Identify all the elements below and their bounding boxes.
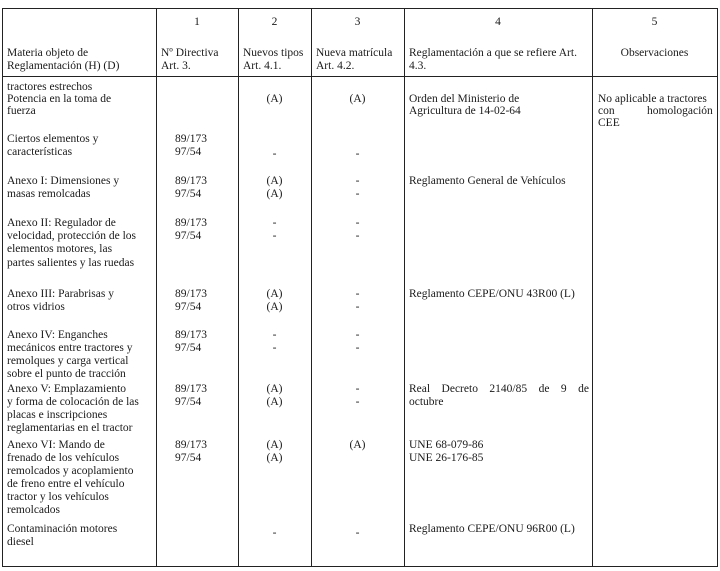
row-directiva-value: 97/54 (175, 342, 202, 354)
row-directiva-value: 89/173 (175, 439, 207, 451)
row-nuevos-tipos-value: - (272, 527, 277, 539)
row-reglamentacion-line: Reglamento General de Vehículos (409, 175, 566, 187)
row-materia-line: mecánicos entre tractores y (7, 342, 133, 354)
row-materia-line: fuerza (7, 105, 36, 117)
header-directiva-line2: Art. 3. (161, 60, 191, 72)
row-materia-line: y forma de colocación de las (7, 396, 139, 408)
row-nuevos-tipos-value: - (272, 217, 277, 229)
column-number-1: 1 (194, 16, 200, 28)
table-border-right (717, 8, 718, 566)
row-nuevos-tipos-value: (A) (266, 439, 283, 451)
row-materia-line: masas remolcadas (7, 188, 91, 200)
row-materia-line: Anexo I: Dimensiones y (7, 175, 120, 187)
row-materia-line: características (7, 146, 73, 158)
row-nuevos-tipos-value: - (272, 329, 277, 341)
row-nueva-matricula-value: - (355, 342, 360, 354)
row-directiva-value: 89/173 (175, 383, 207, 395)
row-directiva-value: 97/54 (175, 188, 202, 200)
row-nueva-matricula-value: - (355, 188, 360, 200)
row-materia-line: elementos motores, las (7, 243, 113, 255)
row-nuevos-tipos-value: (A) (266, 288, 283, 300)
row-nueva-matricula-value: - (355, 396, 360, 408)
header-divider (2, 76, 718, 77)
row-nuevos-tipos-value: (A) (266, 301, 283, 313)
header-materia-line1: Materia objeto de (7, 47, 89, 59)
row-directiva-value: 89/173 (175, 217, 207, 229)
header-observaciones: Observaciones (620, 47, 689, 59)
column-divider-1 (156, 8, 157, 566)
row-materia-line: tractor y los vehículos (7, 491, 109, 503)
row-nuevos-tipos-value: (A) (266, 396, 283, 408)
row-reglamentacion-line: Reglamento CEPE/ONU 96R00 (L) (409, 523, 575, 535)
row-materia-line: Anexo VI: Mando de (7, 439, 105, 451)
row-materia-line: de freno entre el vehículo (7, 478, 125, 490)
header-nueva-matricula-line2: Art. 4.2. (316, 60, 355, 72)
column-number-2: 2 (271, 16, 278, 28)
header-nuevos-tipos-line2: Art. 4.1. (243, 60, 282, 72)
header-nuevos-tipos-line1: Nuevos tipos (243, 47, 304, 59)
row-directiva-value: 97/54 (175, 396, 202, 408)
row-observaciones-line: No aplicable a tractores (598, 93, 707, 105)
row-nueva-matricula-value: - (355, 527, 360, 539)
row-materia-line: Contaminación motores (7, 523, 118, 535)
row-nueva-matricula-value: (A) (349, 93, 366, 105)
row-reglamentacion-line: Reglamento CEPE/ONU 43R00 (L) (409, 288, 575, 300)
row-reglamentacion-line: UNE 26-176-85 (409, 452, 484, 464)
row-materia-line: placas e inscripciones (7, 409, 108, 421)
row-nueva-matricula-value: - (355, 301, 360, 313)
column-divider-4 (404, 8, 405, 566)
row-materia-line: reglamentarias en el tractor (7, 422, 133, 434)
row-materia-line: velocidad, protección de los (7, 230, 137, 242)
table-border-top (2, 8, 718, 9)
row-materia-line: frenado de los vehículos (7, 452, 120, 464)
row-directiva-value: 89/173 (175, 288, 207, 300)
column-number-4: 4 (495, 16, 501, 28)
column-divider-5 (592, 8, 593, 566)
table-border-left (2, 8, 3, 566)
header-reglamentacion-line1: Reglamentación a que se refiere Art. (409, 47, 577, 59)
row-materia-line: Potencia en la toma de (7, 93, 112, 105)
row-directiva-value: 89/173 (175, 329, 207, 341)
row-nueva-matricula-value: - (355, 148, 360, 160)
row-reglamentacion-line: UNE 68-079-86 (409, 439, 484, 451)
row-materia-line: Anexo II: Regulador de (7, 217, 116, 229)
row-reglamentacion-line: Agricultura de 14-02-64 (409, 105, 521, 117)
header-nueva-matricula-line1: Nueva matrícula (316, 47, 393, 59)
row-nueva-matricula-value: - (355, 329, 360, 341)
row-nuevos-tipos-value: - (272, 148, 277, 160)
row-materia-line: remolcados y acoplamiento (7, 465, 134, 477)
row-directiva-value: 97/54 (175, 230, 202, 242)
table-border-bottom (2, 566, 718, 567)
column-divider-3 (311, 8, 312, 566)
row-nuevos-tipos-value: (A) (266, 93, 283, 105)
row-nuevos-tipos-value: (A) (266, 175, 283, 187)
row-materia-line: diesel (7, 536, 34, 548)
column-divider-2 (238, 8, 239, 566)
column-number-5: 5 (651, 16, 658, 28)
row-directiva-value: 89/173 (175, 175, 207, 187)
row-directiva-value: 89/173 (175, 133, 207, 145)
row-nueva-matricula-value: - (355, 217, 360, 229)
row-materia-line: Anexo IV: Enganches (7, 329, 108, 341)
row-reglamentacion-line: octubre (409, 396, 444, 408)
row-materia-line: sobre el punto de tracción (7, 368, 126, 380)
header-reglamentacion-line2: 4.3. (409, 60, 427, 72)
row-materia-line: Ciertos elementos y (7, 133, 99, 145)
row-directiva-value: 97/54 (175, 301, 202, 313)
row-directiva-value: 97/54 (175, 452, 202, 464)
row-observaciones-word: con (598, 105, 615, 117)
header-directiva-line1: Nº Directiva (161, 47, 219, 59)
row-observaciones-word: homologación (647, 105, 713, 117)
row-nueva-matricula-value: - (355, 383, 360, 395)
row-nueva-matricula-value: - (355, 175, 360, 187)
row-materia-line: partes salientes y las ruedas (7, 257, 135, 269)
header-materia-line2: Reglamentación (H) (D) (7, 60, 120, 72)
row-nuevos-tipos-value: (A) (266, 188, 283, 200)
row-observaciones-word: CEE (598, 117, 620, 129)
row-materia-line: remolcados (7, 504, 61, 516)
row-reglamentacion-line: Real Decreto 2140/85 de 9 de (409, 383, 589, 395)
row-nuevos-tipos-value: - (272, 230, 277, 242)
row-nueva-matricula-value: - (355, 288, 360, 300)
row-nuevos-tipos-value: - (272, 342, 277, 354)
row-nuevos-tipos-value: (A) (266, 383, 283, 395)
row-nuevos-tipos-value: (A) (266, 452, 283, 464)
row-nueva-matricula-value: (A) (349, 439, 366, 451)
row-reglamentacion-line: Orden del Ministerio de (409, 93, 520, 105)
row-materia-line: Anexo III: Parabrisas y (7, 288, 114, 300)
row-materia-line: Anexo V: Emplazamiento (7, 383, 127, 395)
row-materia-line: tractores estrechos (7, 81, 93, 93)
row-materia-line: remolques y carga vertical (7, 355, 129, 367)
column-number-3: 3 (354, 16, 361, 28)
row-materia-line: otros vidrios (7, 301, 65, 313)
row-directiva-value: 97/54 (175, 146, 202, 158)
row-nueva-matricula-value: - (355, 230, 360, 242)
